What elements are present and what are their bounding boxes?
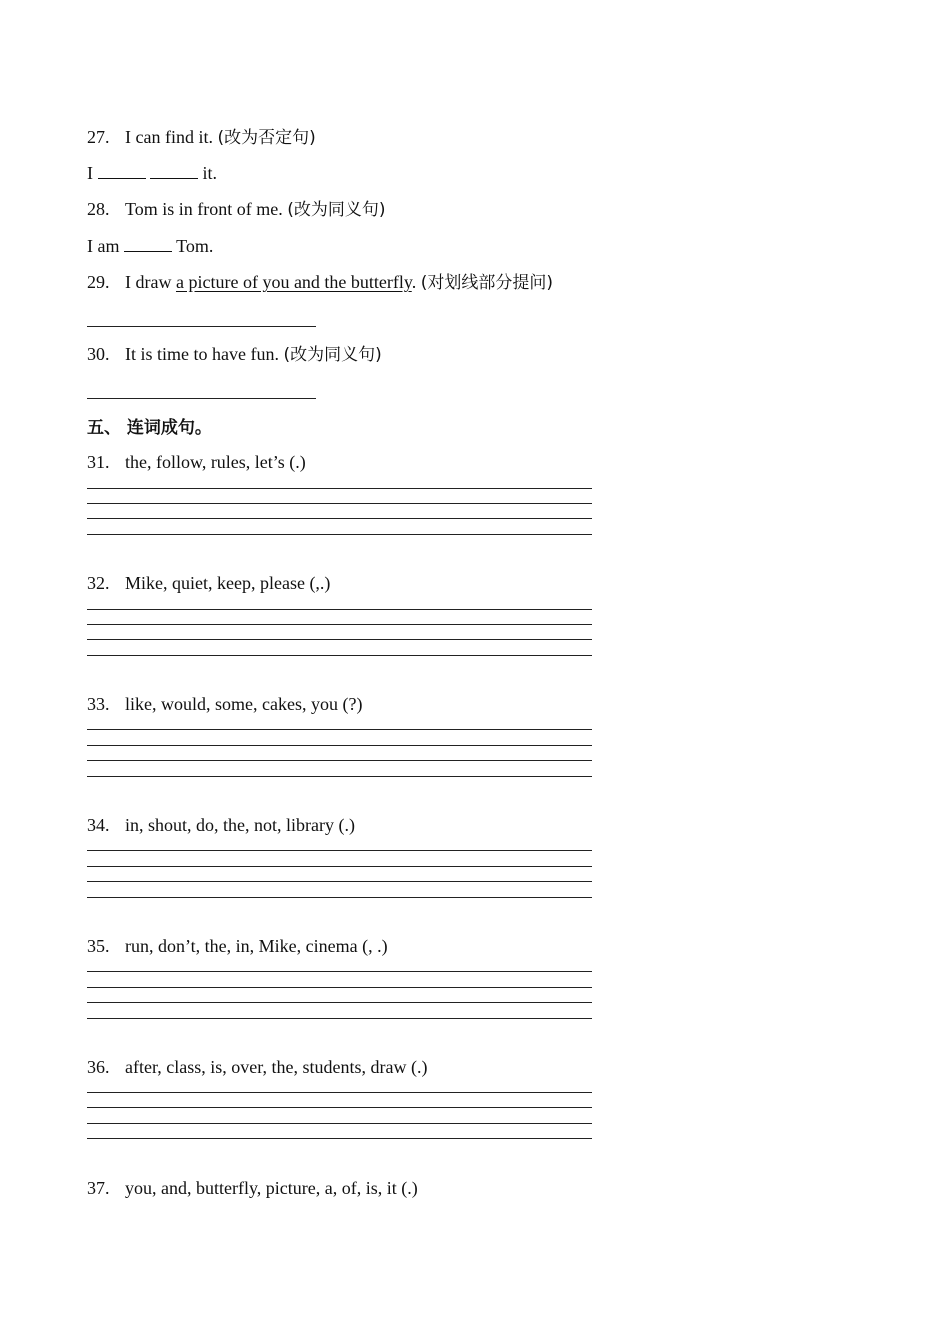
question-words: Mike, quiet, keep, please (,.) <box>125 573 331 593</box>
question-instruction: (改为同义句) <box>287 200 386 220</box>
question-27 <box>87 126 316 149</box>
fill-blank-1[interactable] <box>98 162 146 179</box>
answer-line-29[interactable] <box>87 326 316 327</box>
sentence-start: I draw <box>125 272 172 292</box>
question-number: 32. <box>87 573 110 593</box>
writing-line[interactable] <box>87 488 592 489</box>
writing-line[interactable] <box>87 745 592 746</box>
writing-line[interactable] <box>87 503 592 504</box>
question-words: after, class, is, over, the, students, draw (.) <box>125 1057 428 1077</box>
question-29 <box>87 271 553 294</box>
question-sentence: Tom is in front of me. <box>125 199 283 219</box>
question-sentence: It is time to have fun. <box>125 344 279 364</box>
question-37 <box>87 1177 418 1199</box>
question-number: 37. <box>87 1178 110 1198</box>
writing-line[interactable] <box>87 850 592 851</box>
question-number: 36. <box>87 1057 110 1077</box>
writing-line[interactable] <box>87 987 592 988</box>
question-number: 30. <box>87 344 110 364</box>
answer-prefix: I <box>87 163 93 183</box>
answer-27 <box>87 162 217 184</box>
question-sentence: I can find it. <box>125 127 213 147</box>
question-words: run, don’t, the, in, Mike, cinema (, .) <box>125 936 388 956</box>
writing-line[interactable] <box>87 866 592 867</box>
writing-line[interactable] <box>87 518 592 519</box>
fill-blank[interactable] <box>124 235 172 252</box>
question-number: 34. <box>87 815 110 835</box>
question-instruction: (改为同义句) <box>283 345 382 365</box>
question-words: you, and, butterfly, picture, a, of, is, it (.) <box>125 1178 418 1198</box>
question-words: in, shout, do, the, not, library (.) <box>125 815 355 835</box>
writing-line[interactable] <box>87 729 592 730</box>
question-number: 33. <box>87 694 110 714</box>
question-instruction: (对划线部分提问) <box>420 273 553 293</box>
writing-line[interactable] <box>87 609 592 610</box>
writing-line[interactable] <box>87 1107 592 1108</box>
question-number: 31. <box>87 452 110 472</box>
answer-suffix: Tom. <box>176 236 214 256</box>
question-number: 29. <box>87 272 110 292</box>
underlined-phrase: a picture of you and the butterfly <box>175 272 412 292</box>
question-36 <box>87 1056 427 1078</box>
question-instruction: (改为否定句) <box>217 128 316 148</box>
question-words: like, would, some, cakes, you (?) <box>125 694 363 714</box>
question-number: 35. <box>87 936 110 956</box>
answer-line-30[interactable] <box>87 398 316 399</box>
writing-line[interactable] <box>87 624 592 625</box>
question-35 <box>87 935 388 957</box>
writing-line[interactable] <box>87 1138 592 1139</box>
question-28 <box>87 198 386 221</box>
writing-line[interactable] <box>87 881 592 882</box>
sentence-end: . <box>411 272 417 292</box>
writing-line[interactable] <box>87 971 592 972</box>
writing-line[interactable] <box>87 534 592 535</box>
question-33 <box>87 693 362 715</box>
question-34 <box>87 814 355 836</box>
question-number: 27. <box>87 127 110 147</box>
writing-line[interactable] <box>87 1002 592 1003</box>
question-30 <box>87 343 382 366</box>
writing-line[interactable] <box>87 1092 592 1093</box>
answer-suffix: it. <box>202 163 218 183</box>
writing-line[interactable] <box>87 1018 592 1019</box>
writing-line[interactable] <box>87 1123 592 1124</box>
question-number: 28. <box>87 199 110 219</box>
writing-line[interactable] <box>87 776 592 777</box>
section-heading: 五、 连词成句。 <box>87 418 212 438</box>
question-31 <box>87 451 306 473</box>
question-32 <box>87 572 330 594</box>
writing-line[interactable] <box>87 639 592 640</box>
fill-blank-2[interactable] <box>150 162 198 179</box>
writing-line[interactable] <box>87 897 592 898</box>
answer-prefix: I am <box>87 236 120 256</box>
question-words: the, follow, rules, let’s (.) <box>125 452 306 472</box>
writing-line[interactable] <box>87 655 592 656</box>
answer-28 <box>87 235 213 257</box>
writing-line[interactable] <box>87 760 592 761</box>
